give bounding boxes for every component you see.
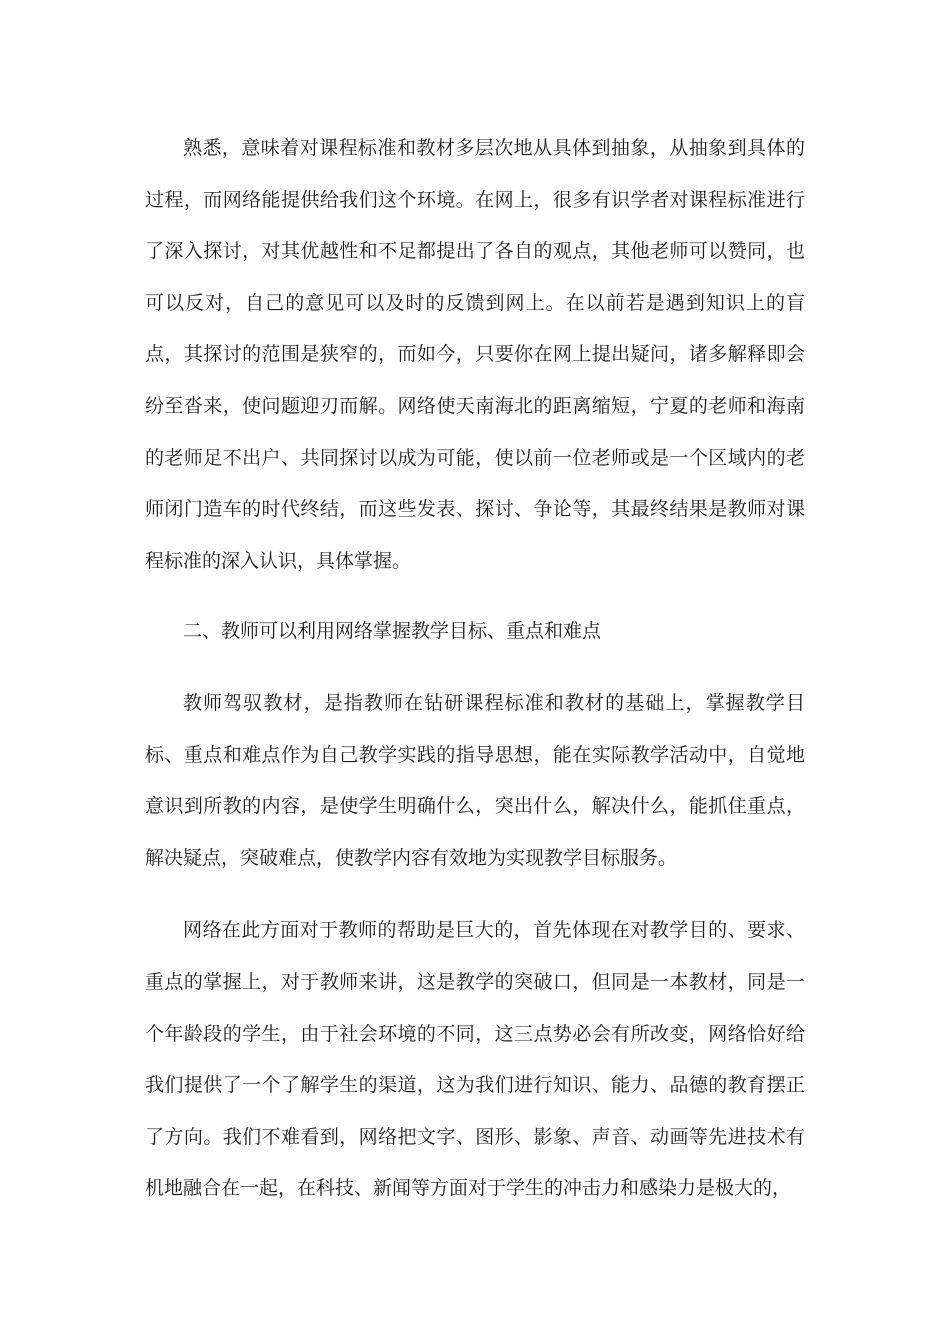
body-paragraph: 网络在此方面对于教师的帮助是巨大的，首先体现在对教学目的、要求、重点的掌握上，对于教师来讲，这是教学的突破口，但同是一本教材，同是一个年龄段的学生，由于社会环境的不同，这三点势必会有所改变，网络恰好给我们提供了一个了解学生的渠道，这为我们进行知识、能力、品德的教育摆正了方向。我们不难看到，网络把文字、图形、影象、声音、动画等先进技术有机地融合在一起，在科技、新闻等方面对于学生的冲击力和感染力是极大的，: [145, 919, 805, 1200]
body-paragraph: 教师驾驭教材，是指教师在钻研课程标准和教材的基础上，掌握教学目标、重点和难点作为自己教学实践的指导思想，能在实际教学活动中，自觉地意识到所教的内容，是使学生明确什么，突出什么，解决什么，能抓住重点，解决疑点，突破难点，使教学内容有效地为实现教学目标服务。: [145, 691, 805, 869]
body-paragraph: 熟悉，意味着对课程标准和教材多层次地从具体到抽象，从抽象到具体的过程，而网络能提供给我们这个环境。在网上，很多有识学者对课程标准进行了深入探讨，对其优越性和不足都提出了各自的观点，其他老师可以赞同，也可以反对，自己的意见可以及时的反馈到网上。在以前若是遇到知识上的盲点，其探讨的范围是狭窄的，而如今，只要你在网上提出疑问，诸多解释即会纷至沓来，使问题迎刃而解。网络使天南海北的距离缩短，宁夏的老师和海南的老师足不出户、共同探讨以成为可能，使以前一位老师或是一个区域内的老师闭门造车的时代终结，而这些发表、探讨、争论等，其最终结果是教师对课程标准的深入认识，具体掌握。: [145, 137, 805, 572]
document-body: [145, 123, 805, 1215]
section-heading: 二、教师可以利用网络掌握教学目标、重点和难点: [183, 620, 602, 643]
